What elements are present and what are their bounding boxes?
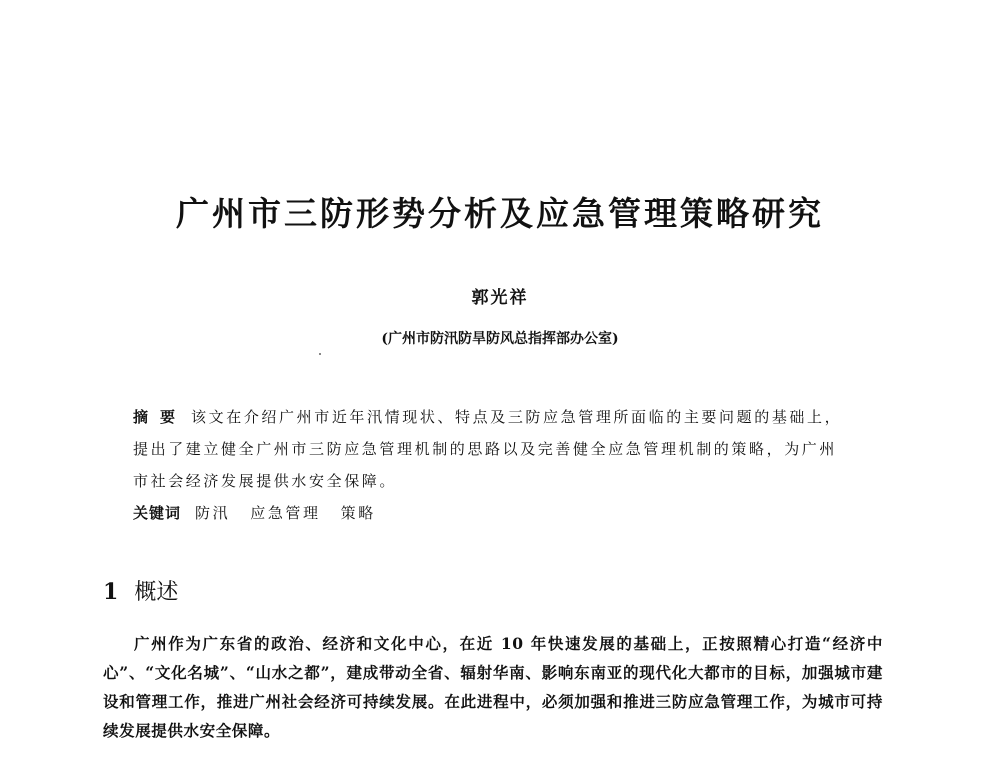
author-name: 郭光祥 <box>471 288 529 308</box>
section-title: 概述 <box>134 580 179 605</box>
section-number: 1 <box>103 579 119 605</box>
abstract-paragraph <box>133 401 853 497</box>
abstract-text: 该文在介绍广州市近年汛情现状、特点及三防应急管理所面临的主要问题的基础上，提出了建立健全广州市三防应急管理机制的思路以及完善健全应急管理机制的策略，为广州市社会经济发展提供水安全保障。 <box>133 408 843 490</box>
keywords-label: 关键词 <box>133 504 182 522</box>
author-affiliation: (广州市防汛防旱防风总指挥部办公室) <box>381 331 619 347</box>
keyword-item: 防汛 <box>195 504 231 522</box>
keyword-item: 应急管理 <box>250 504 321 522</box>
abstract-block <box>133 401 853 529</box>
keyword-item: 策略 <box>340 504 376 522</box>
section-body <box>103 629 883 745</box>
paper-title: 广州市三防形势分析及应急管理策略研究 <box>176 194 824 233</box>
scan-speck <box>319 353 321 355</box>
section-heading <box>103 575 178 606</box>
body-paragraph: 广州作为广东省的政治、经济和文化中心，在近 10 年快速发展的基础上，正按照精心打造“经济中心”、“文化名城”、“山水之都”，建成带动全省、辐射华南、影响东南亚的现代化大都市的目标，加强城市建设和管理工作，推进广州社会经济可持续发展。在此进程中，必须加强和推进三防应急管理工作，为城市可持续发展提供水安全保障。 <box>103 634 883 740</box>
abstract-label: 摘要 <box>133 408 188 426</box>
keywords-line <box>133 497 853 529</box>
